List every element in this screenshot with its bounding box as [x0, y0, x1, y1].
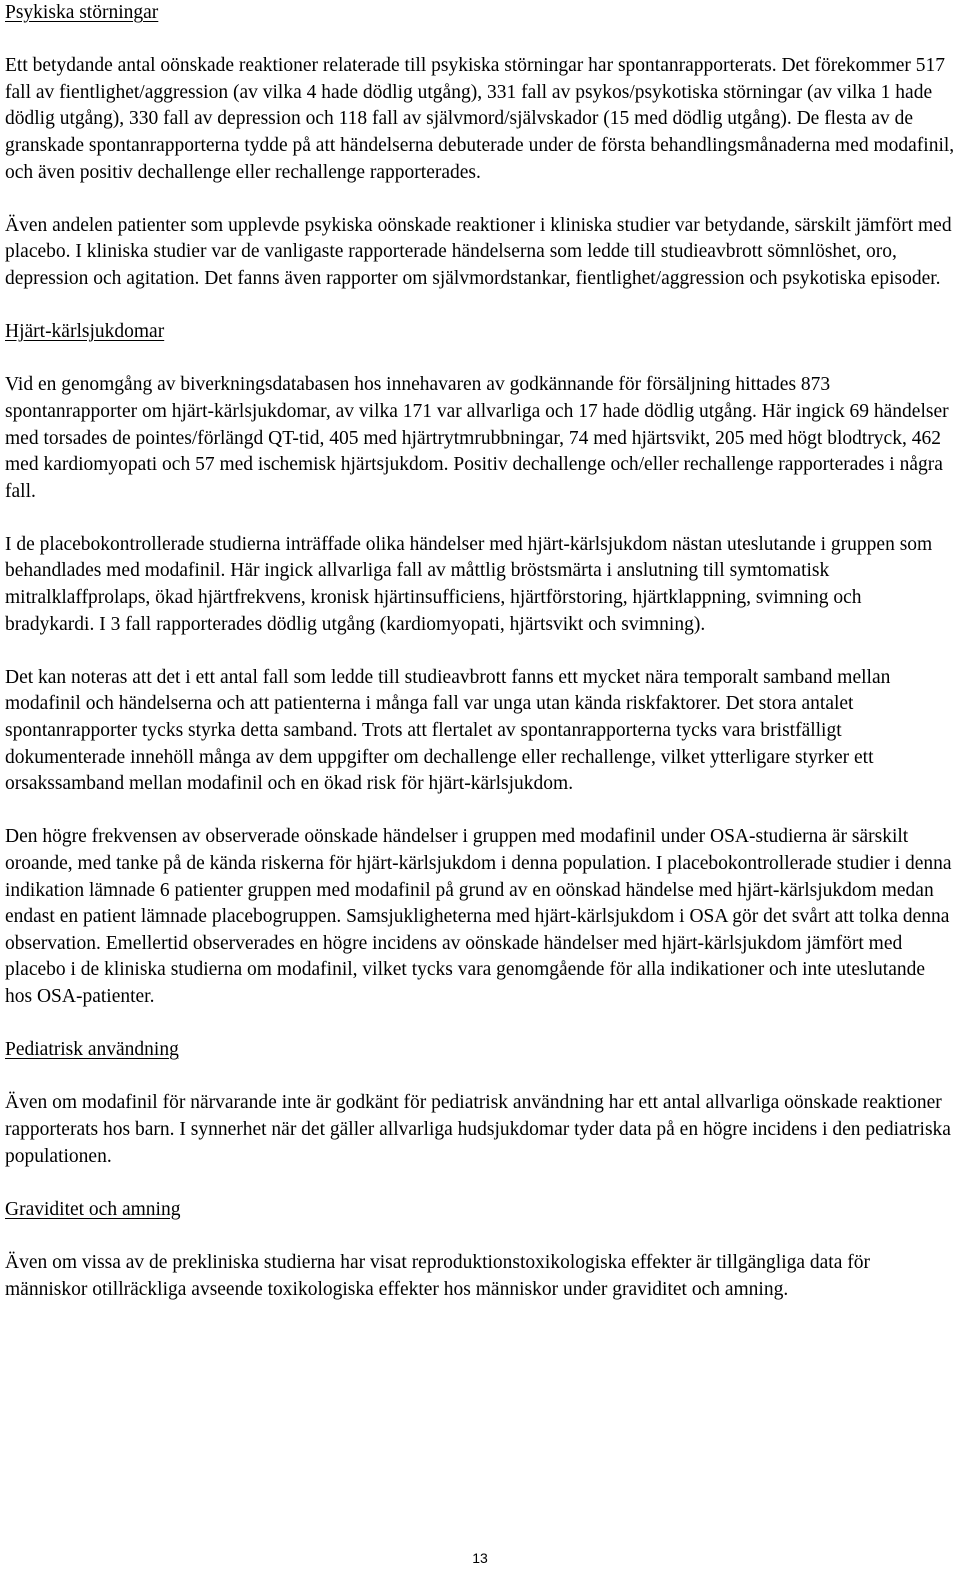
- page-number: 13: [472, 1550, 488, 1566]
- paragraph: Vid en genomgång av biverkningsdatabasen hos innehavaren av godkännande för försäljning hittades 873 spontanrapporter om hjärt-kärlsjukdomar, av vilka 171 var allvarliga och 17 hade dödlig utgång. Här ingick 69 händelser med torsades de pointes/förlängd QT-tid, 405 med hjärtrytmrubbningar, 74 med hjärtsvikt, 205 med högt blodtryck, 462 med kardiomyopati och 57 med ischemisk hjärtsjukdom. Positiv dechallenge och/eller rechallenge rapporterades i några fall.: [5, 374, 949, 502]
- section-heading: Pediatrisk användning: [5, 1039, 179, 1061]
- document-page: [5, 0, 955, 1303]
- paragraph: Även om vissa av de prekliniska studierna har visat reproduktionstoxikologiska effekter är tillgängliga data för människor otillräckliga avseende toxikologiska effekter hos människor under graviditet och amning.: [5, 1251, 870, 1300]
- paragraph: Även om modafinil för närvarande inte är godkänt för pediatrisk användning har ett antal allvarliga oönskade reaktioner rapporterats hos barn. I synnerhet när det gäller allvarliga hudsjukdomar tyder data på en högre incidens i den pediatriska populationen.: [5, 1092, 951, 1167]
- paragraph: Ett betydande antal oönskade reaktioner relaterade till psykiska störningar har spontanrapporterats. Det förekommer 517 fall av fientlighet/aggression (av vilka 4 hade dödlig utgång), 331 fall av psykos/psykotiska störningar (av vilka 1 hade dödlig utgång), 330 fall av depression och 118 fall av självmord/självskador (15 med dödlig utgång). De flesta av de granskade spontanrapporterna tydde på att händelserna debuterade under de första behandlingsmånaderna med modafinil, och även positiv dechallenge eller rechallenge rapporterades.: [5, 55, 955, 183]
- section-heading: Hjärt-kärlsjukdomar: [5, 321, 165, 343]
- section-graviditet-och-amning: [5, 1197, 955, 1303]
- section-hjart-karlsjukdomar: [5, 319, 955, 1037]
- section-pediatrisk-anvandning: [5, 1037, 955, 1197]
- section-heading: Psykiska störningar: [5, 2, 159, 23]
- paragraph: I de placebokontrollerade studierna inträffade olika händelser med hjärt-kärlsjukdom nästan uteslutande i gruppen som behandlades med modafinil. Här ingick allvarliga fall av måttlig bröstsmärta i anslutning till symtomatisk mitralklaffprolaps, ökad hjärtfrekvens, kronisk hjärtinsufficiens, hjärtförstoring, hjärtklappning, svimning och bradykardi. I 3 fall rapporterades dödlig utgång (kardiomyopati, hjärtsvikt och svimning).: [5, 533, 933, 635]
- section-psykiska-storningar: [5, 0, 955, 319]
- paragraph: Det kan noteras att det i ett antal fall som ledde till studieavbrott fanns ett mycket nära temporalt samband mellan modafinil och händelserna och att patienterna i många fall var unga utan kända riskfaktorer. Det stora antalet spontanrapporter tycks styrka detta samband. Trots att flertalet av spontanrapporterna tycks vara bristfälligt dokumenterade innehöll många av dem uppgifter om dechallenge eller rechallenge, vilket ytterligare styrker ett orsakssamband mellan modafinil och en ökad risk för hjärt-kärlsjukdom.: [5, 666, 891, 795]
- paragraph: Den högre frekvensen av observerade oönskade händelser i gruppen med modafinil under OSA-studierna är särskilt oroande, med tanke på de kända riskerna för hjärt-kärlsjukdom i denna population. I placebokontrollerade studier i denna indikation lämnade 6 patienter gruppen med modafinil på grund av en oönskad händelse med hjärt-kärlsjukdom medan endast en patient lämnade placebogruppen. Samsjukligheterna med hjärt-kärlsjukdom i OSA gör det svårt att tolka denna observation. Emellertid observerades en högre incidens av oönskade händelser med hjärt-kärlsjukdom jämfört med placebo i de kliniska studierna om modafinil, vilket tycks vara genomgående för alla indikationer och inte uteslutande hos OSA-patienter.: [5, 826, 952, 1007]
- section-heading: Graviditet och amning: [5, 1198, 181, 1220]
- paragraph: Även andelen patienter som upplevde psykiska oönskade reaktioner i kliniska studier var betydande, särskilt jämfört med placebo. I kliniska studier var de vanligaste rapporterade händelserna som ledde till studieavbrott sömnlöshet, oro, depression och agitation. Det fanns även rapporter om självmordstankar, fientlighet/aggression och psykotiska episoder.: [5, 214, 952, 289]
